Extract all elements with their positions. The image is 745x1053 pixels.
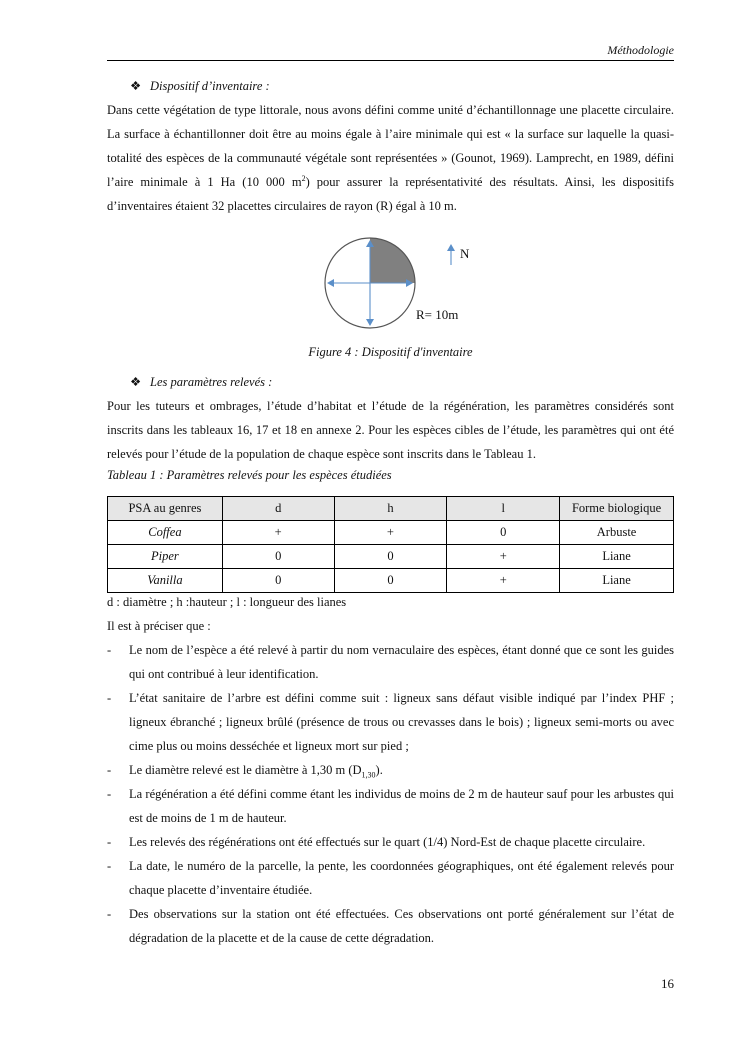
dash-bullet: -: [107, 643, 112, 657]
list-item-text: La date, le numéro de la parcelle, la pente, les coordonnées géographiques, ont été également relevés pour chaque placette d’inventaire étudiée.: [129, 859, 674, 897]
table-header-cell: l: [447, 497, 560, 521]
table-header-row: [108, 497, 674, 521]
list-item-text: Des observations sur la station ont été effectuées. Ces observations ont porté généralement sur l’état de dégradation de la placette et de la cause de cette dégradation.: [129, 907, 674, 945]
table-cell: Liane: [560, 569, 674, 593]
table-cell: 0: [447, 521, 560, 545]
section-title: Dispositif d’inventaire :: [150, 79, 270, 93]
table-header-cell: d: [222, 497, 334, 521]
running-header: Méthodologie: [607, 43, 674, 57]
list-item: [107, 782, 674, 830]
table-cell: 0: [222, 545, 334, 569]
list-item-text: L’état sanitaire de l’arbre est défini comme suit : ligneux sans défaut visible indiqué par l’index PHF ; ligneux ébranché ; ligneux brûlé (présence de trous ou crevasses dans le bois) ; ligneux semi-morts ou avec cime plus ou moins desséchée et ligneux mort sur pied ;: [129, 691, 674, 753]
section-title: Les paramètres relevés :: [150, 375, 273, 389]
dash-bullet: -: [107, 763, 112, 777]
list-item: [107, 854, 674, 902]
dash-bullet: -: [107, 835, 112, 849]
table-header-cell: h: [334, 497, 447, 521]
list-item-text: Le nom de l’espèce a été relevé à partir du nom vernaculaire des espèces, étant donné que ce sont les guides qui ont contribué à leur identification.: [129, 643, 674, 681]
north-label: N: [460, 246, 470, 261]
table-header-cell: Forme biologique: [560, 497, 674, 521]
genus-cell: Vanilla: [108, 569, 223, 593]
table-cell: Liane: [560, 545, 674, 569]
dash-bullet: -: [107, 859, 112, 873]
table-caption: Tableau 1 : Paramètres relevés pour les espèces étudiées: [107, 468, 392, 482]
list-item-text-end: ).: [375, 763, 383, 777]
paragraph-dispositif: [107, 98, 674, 218]
list-item: [107, 758, 674, 782]
table-row: [108, 545, 674, 569]
header-rule: [107, 60, 674, 61]
genus-cell: Piper: [108, 545, 223, 569]
list-item-text: La régénération a été défini comme étant les individus de moins de 2 m de hauteur sauf pour les arbustes qui est de moins de 1 m de hauteur.: [129, 787, 674, 825]
list-item: [107, 830, 674, 854]
diamond-bullet-icon: ❖: [130, 79, 142, 93]
table-cell: 0: [334, 569, 447, 593]
dash-bullet: -: [107, 787, 112, 801]
list-item-text: Le diamètre relevé est le diamètre à 1,30 m (D: [129, 763, 362, 777]
parameters-table: [107, 496, 674, 593]
table-header-cell: PSA au genres: [108, 497, 223, 521]
page-number: 16: [661, 976, 674, 991]
table-cell: 0: [222, 569, 334, 593]
ne-quarter-shaded: [370, 238, 415, 283]
dash-bullet: -: [107, 907, 112, 921]
section-heading-parametres: [130, 374, 272, 390]
dash-bullet: -: [107, 691, 112, 705]
table-cell: +: [447, 569, 560, 593]
paragraph-text: Dans cette végétation de type littorale, nous avons défini comme unité d’échantillonnage une placette circulaire. La surface à échantillonner doit être au moins égale à l’aire minimale qui est « la surface sur laquelle la quasi-totalité des espèces de la communauté végétale sont représentées » (Gounot, 1969). Lamprecht, en 1989, défini l’aire minimale à 1 Ha (10 000 m: [107, 103, 674, 189]
radius-label: R= 10m: [416, 307, 459, 322]
list-item-text: Les relevés des régénérations ont été effectués sur le quart (1/4) Nord-Est de chaque placette circulaire.: [129, 835, 646, 849]
subscript: 1,30: [361, 770, 376, 780]
table-cell: +: [222, 521, 334, 545]
table-legend: d : diamètre ; h :hauteur ; l : longueur des lianes: [107, 595, 347, 609]
table-cell: 0: [334, 545, 447, 569]
paragraph-text-end: ) pour assurer la représentativité des résultats. Ainsi, les dispositifs d’inventaires étaient 32 placettes circulaires de rayon (R) égal à 10 m.: [107, 175, 674, 213]
figure-caption: Figure 4 : Dispositif d'inventaire: [308, 345, 473, 359]
table-row: [108, 569, 674, 593]
diamond-bullet-icon: ❖: [130, 375, 142, 389]
section-heading-dispositif: [130, 78, 270, 94]
list-item: [107, 902, 674, 950]
table-cell: +: [447, 545, 560, 569]
superscript: 2: [301, 173, 306, 183]
list-item: [107, 638, 674, 686]
notes-intro: Il est à préciser que :: [107, 619, 211, 633]
list-item: [107, 686, 674, 758]
table-cell: Arbuste: [560, 521, 674, 545]
genus-cell: Coffea: [108, 521, 223, 545]
table-cell: +: [334, 521, 447, 545]
table-row: [108, 521, 674, 545]
notes-list: [107, 638, 674, 950]
inventory-plot-diagram: [300, 228, 500, 338]
paragraph-text: Pour les tuteurs et ombrages, l’étude d’habitat et l’étude de la régénération, les paramètres considérés sont inscrits dans les tableaux 16, 17 et 18 en annexe 2. Pour les espèces cibles de l’étude, les paramètres qui ont été relevés pour l’étude de la population de chaque espèce sont inscrits dans le Tableau 1.: [107, 399, 674, 461]
paragraph-parametres: [107, 394, 674, 466]
